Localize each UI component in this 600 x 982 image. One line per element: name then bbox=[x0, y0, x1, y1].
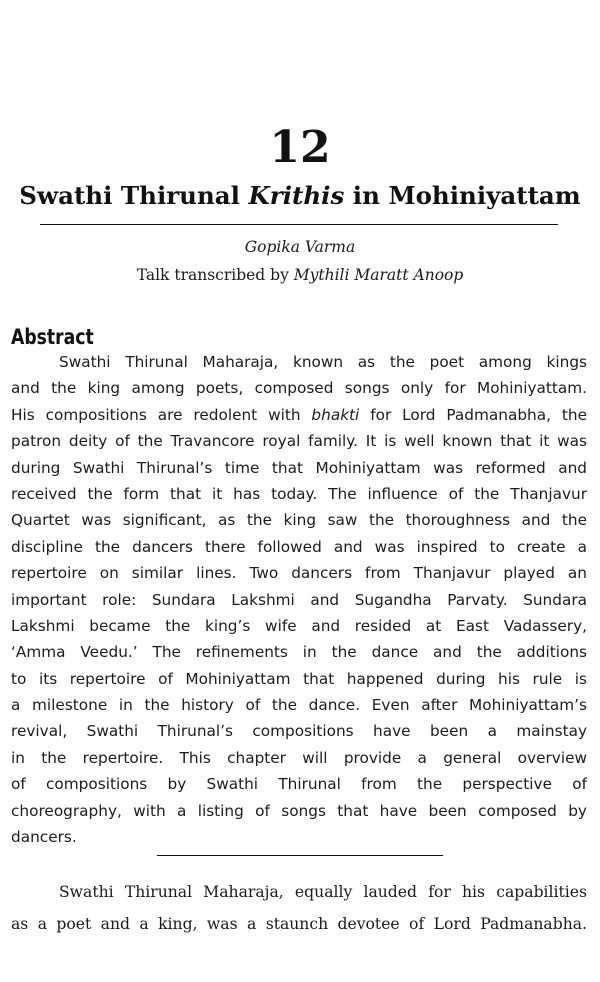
transcription-prefix: Talk transcribed by bbox=[136, 266, 294, 284]
chapter-title bbox=[0, 176, 600, 216]
author-name: Gopika Varma bbox=[244, 238, 356, 256]
abstract-body bbox=[11, 349, 587, 850]
abstract-line: to its repertoire of Mohiniyattam that happened during his rule is bbox=[11, 669, 587, 688]
abstract-line bbox=[11, 402, 587, 428]
abstract-line: of compositions by Swathi Thirunal from the perspective of bbox=[11, 775, 587, 794]
abstract-line: discipline the dancers there followed and was inspired to create a bbox=[11, 537, 587, 556]
chapter-number: 12 bbox=[269, 122, 331, 173]
abstract-line: a milestone in the history of the dance. Even after Mohiniyattam’s bbox=[11, 696, 587, 715]
abstract-line: dancers. bbox=[11, 828, 77, 847]
title-divider bbox=[40, 224, 558, 225]
body-line: Swathi Thirunal Maharaja, equally lauded for his capabilities bbox=[59, 883, 587, 901]
abstract-line: revival, Swathi Thirunal’s compositions have been a mainstay bbox=[11, 722, 587, 741]
abstract-line: patron deity of the Travancore royal family. It is well known that it was bbox=[11, 432, 587, 451]
abstract-italic-term: bhakti bbox=[311, 405, 360, 424]
chapter-title-italic: Krithis bbox=[248, 181, 345, 210]
body-line: as a poet and a king, was a staunch devotee of Lord Padmanabha. bbox=[11, 915, 587, 933]
body-paragraph bbox=[11, 876, 587, 940]
abstract-line: Quartet was significant, as the king saw the thoroughness and the bbox=[11, 511, 587, 530]
chapter-title-part1: Swathi Thirunal bbox=[19, 181, 249, 210]
abstract-line: received the form that it has today. The influence of the Thanjavur bbox=[11, 484, 587, 503]
abstract-line: in the repertoire. This chapter will provide a general overview bbox=[11, 748, 587, 767]
abstract-line-start: His compositions are redolent with bbox=[11, 405, 312, 424]
abstract-line: choreography, with a listing of songs that have been composed by bbox=[11, 801, 587, 820]
abstract-line: Lakshmi became the king’s wife and resided at East Vadassery, bbox=[11, 616, 587, 635]
transcription-credit bbox=[0, 262, 600, 288]
abstract-line-end: for Lord Padmanabha, the bbox=[359, 405, 587, 424]
abstract-line: important role: Sundara Lakshmi and Sugandha Parvaty. Sundara bbox=[11, 590, 587, 609]
abstract-line: ‘Amma Veedu.’ The refinements in the dance and the additions bbox=[11, 643, 587, 662]
section-divider bbox=[157, 855, 443, 856]
abstract-line: and the king among poets, composed songs only for Mohiniyattam. bbox=[11, 379, 587, 398]
abstract-line: during Swathi Thirunal’s time that Mohiniyattam was reformed and bbox=[11, 458, 587, 477]
abstract-line: Swathi Thirunal Maharaja, known as the poet among kings bbox=[59, 353, 587, 371]
chapter-title-part2: in Mohiniyattam bbox=[344, 181, 581, 210]
abstract-heading: Abstract bbox=[11, 325, 94, 349]
abstract-line: repertoire on similar lines. Two dancers from Thanjavur played an bbox=[11, 564, 587, 583]
transcriber-name: Mythili Maratt Anoop bbox=[293, 266, 464, 284]
